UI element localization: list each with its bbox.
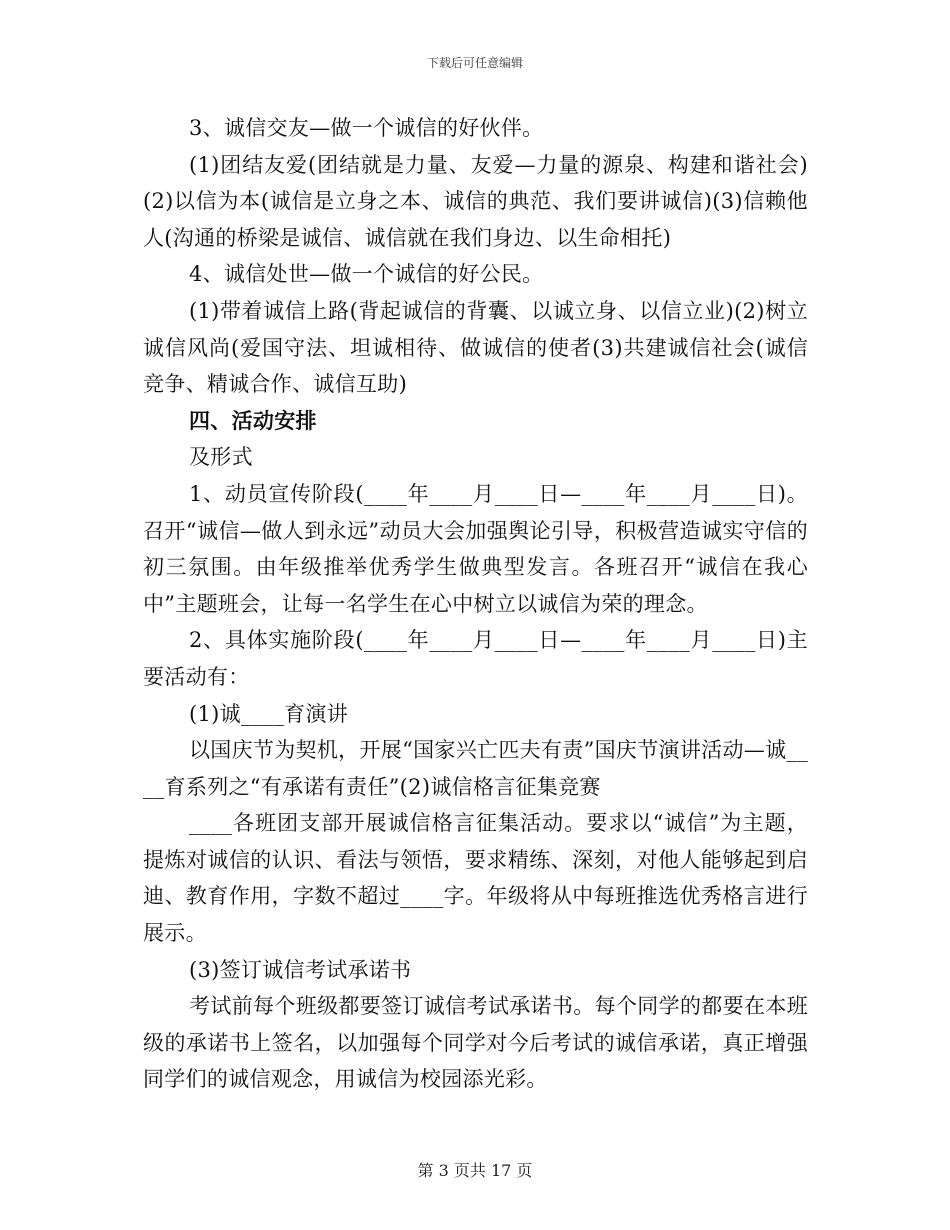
paragraph-item-3-heading: (3)签订诚信考试承诺书	[189, 957, 412, 982]
paragraph-item-3-body: 考试前每个班级都要签订诚信考试承诺书。每个同学的都要在本班级的承诺书上签名，以加强每个同学对今后考试的诚信承诺，真正增强同学们的诚信观念，用诚信为校园添光彩。	[143, 994, 808, 1092]
document-body	[143, 110, 808, 1098]
paragraph-phase-1: 1、动员宣传阶段(____年____月____日—____年____月____日)。召开“诚信—做人到永远”动员大会加强舆论引导，积极营造诚实守信的初三氛围。由年级推举优秀学生做典型发言。各班召开“诚信在我心中”主题班会，让每一名学生在心中树立以诚信为荣的理念。	[143, 481, 808, 616]
paragraph-section-3-heading: 3、诚信交友—做一个诚信的好伙伴。	[189, 116, 544, 140]
heading-activity-arrangement: 四、活动安排	[189, 407, 317, 433]
paragraph-section-3-items: (1)团结友爱(团结就是力量、友爱—力量的源泉、构建和谐社会)(2)以信为本(诚信是立身之本、诚信的典范、我们要讲诚信)(3)信赖他人(沟通的桥梁是诚信、诚信就在我们身边、以生命相托)	[143, 152, 808, 250]
paragraph-phase-2: 2、具体实施阶段(____年____月____日—____年____月____日)主要活动有：	[143, 628, 808, 689]
paragraph-item-1-body: 以国庆节为契机，开展“国家兴亡匹夫有责”国庆节演讲活动—诚____育系列之“有承诺有责任”(2)诚信格言征集竞赛	[143, 738, 808, 799]
paragraph-form: 及形式	[189, 445, 253, 470]
paragraph-item-1-heading: (1)诚____育演讲	[189, 701, 349, 726]
paragraph-section-4-heading: 4、诚信处世—做一个诚信的好公民。	[189, 262, 544, 287]
page-header: 下载后可任意编辑	[426, 56, 523, 70]
paragraph-item-2-body: ____各班团支部开展诚信格言征集活动。要求以“诚信”为主题，提炼对诚信的认识、看法与领悟，要求精练、深刻，对他人能够起到启迪、教育作用，字数不超过____字。年级将从中每班推选优秀格言进行展示。	[143, 811, 808, 946]
paragraph-section-4-items: (1)带着诚信上路(背起诚信的背囊、以诚立身、以信立业)(2)树立诚信风尚(爱国守法、坦诚相待、做诚信的使者(3)共建诚信社会(诚信竞争、精诚合作、诚信互助)	[143, 298, 808, 397]
page-footer: 第 3 页共 17 页	[417, 1161, 533, 1180]
